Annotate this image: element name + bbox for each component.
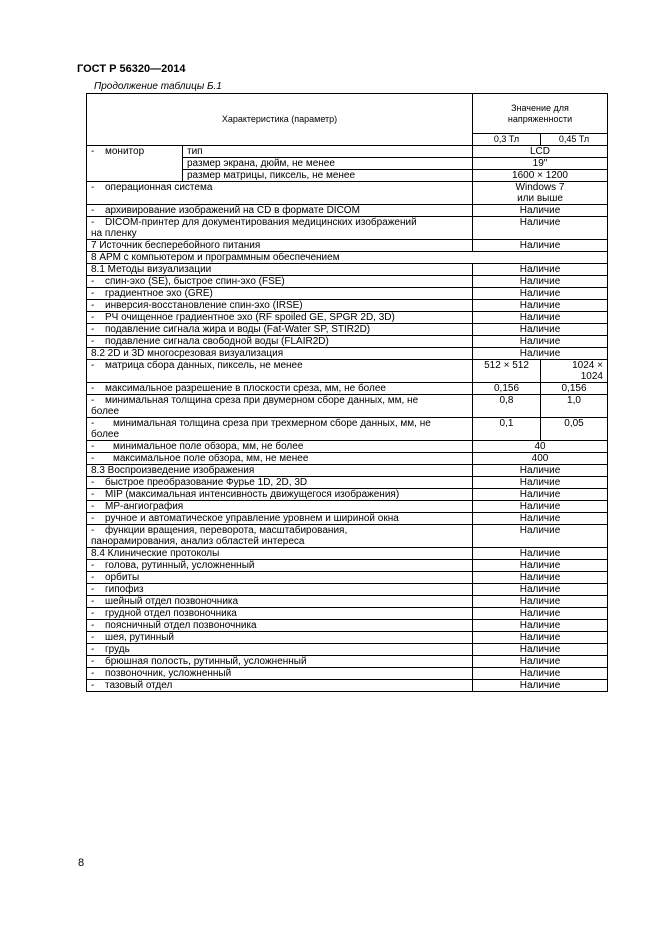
header-03T: 0,3 Тл: [473, 134, 541, 146]
row-value: Наличие: [473, 501, 608, 513]
table-row: [87, 360, 608, 383]
table-row: [87, 477, 608, 489]
row-value: Наличие: [473, 205, 608, 217]
section-heading: 8.1 Методы визуализации: [87, 264, 473, 276]
row-value-045T: 1024 × 1024: [541, 360, 608, 383]
row-value: Наличие: [473, 240, 608, 252]
spec-table: [86, 93, 608, 692]
row-value: Наличие: [473, 276, 608, 288]
row-value: 19": [473, 158, 608, 170]
row-value-03T: 0,1: [473, 418, 541, 441]
table-row: [87, 324, 608, 336]
row-value: Наличие: [473, 312, 608, 324]
row-label: - брюшная полость, рутинный, усложненный: [87, 656, 473, 668]
table-row: [87, 560, 608, 572]
row-value: Наличие: [473, 560, 608, 572]
row-value: Windows 7 или выше: [473, 182, 608, 205]
table-row: [87, 348, 608, 360]
table-row: [87, 548, 608, 560]
table-row: [87, 572, 608, 584]
row-value: Наличие: [473, 584, 608, 596]
table-continuation-caption: Продолжение таблицы Б.1: [94, 81, 222, 92]
row-label: - матрица сбора данных, пиксель, не менее: [87, 360, 473, 383]
table-row: [87, 395, 608, 418]
row-label: - спин-эхо (SE), быстрое спин-эхо (FSE): [87, 276, 473, 288]
table-row: [87, 205, 608, 217]
row-value: Наличие: [473, 644, 608, 656]
row-label: - архивирование изображений на CD в формате DICOM: [87, 205, 473, 217]
row-value-03T: 512 × 512: [473, 360, 541, 383]
document-standard-title: ГОСТ Р 56320—2014: [77, 63, 186, 75]
row-label: - поясничный отдел позвоночника: [87, 620, 473, 632]
row-label: - MIP (максимальная интенсивность движущегося изображения): [87, 489, 473, 501]
row-value: Наличие: [473, 348, 608, 360]
table-row: [87, 513, 608, 525]
table-row: [87, 240, 608, 252]
table-row: [87, 252, 608, 264]
table-row: [87, 264, 608, 276]
table-row: [87, 418, 608, 441]
table-row: [87, 644, 608, 656]
table-row: [87, 465, 608, 477]
row-value: Наличие: [473, 465, 608, 477]
row-label: - шейный отдел позвоночника: [87, 596, 473, 608]
table-row: [87, 453, 608, 465]
row-value: Наличие: [473, 596, 608, 608]
table-row: [87, 288, 608, 300]
row-value: Наличие: [473, 608, 608, 620]
row-label: - позвоночник, усложненный: [87, 668, 473, 680]
table-row: [87, 656, 608, 668]
row-label: - тазовый отдел: [87, 680, 473, 692]
row-value: Наличие: [473, 656, 608, 668]
row-value: Наличие: [473, 477, 608, 489]
section-heading: 8.3 Воспроизведение изображения: [87, 465, 473, 477]
row-label: - голова, рутинный, усложненный: [87, 560, 473, 572]
row-value: Наличие: [473, 489, 608, 501]
table-row: [87, 441, 608, 453]
row-value: Наличие: [473, 300, 608, 312]
table-row: [87, 680, 608, 692]
row-value: 1600 × 1200: [473, 170, 608, 182]
table-row: [87, 668, 608, 680]
row-label: размер экрана, дюйм, не менее: [183, 158, 473, 170]
section-heading: 8 АРМ с компьютером и программным обеспечением: [87, 252, 608, 264]
row-value: Наличие: [473, 336, 608, 348]
row-label: - грудной отдел позвоночника: [87, 608, 473, 620]
row-value-045T: 0,05: [541, 418, 608, 441]
row-label: - подавление сигнала свободной воды (FLAIR2D): [87, 336, 473, 348]
row-label: - гипофиз: [87, 584, 473, 596]
row-value: LCD: [473, 146, 608, 158]
row-label: - быстрое преобразование Фурье 1D, 2D, 3D: [87, 477, 473, 489]
table-row: [87, 276, 608, 288]
table-row: [87, 501, 608, 513]
row-value: Наличие: [473, 668, 608, 680]
row-value: 40: [473, 441, 608, 453]
row-label: - РЧ очищенное градиентное эхо (RF spoiled GE, SPGR 2D, 3D): [87, 312, 473, 324]
table-row: [87, 584, 608, 596]
table-header-row: [87, 94, 608, 134]
header-parameter: Характеристика (параметр): [87, 94, 473, 146]
row-value: Наличие: [473, 324, 608, 336]
row-label: - максимальное поле обзора, мм, не менее: [87, 453, 473, 465]
row-label: - минимальная толщина среза при трехмерном сборе данных, мм, не более: [87, 418, 473, 441]
row-value: Наличие: [473, 264, 608, 276]
row-label: - функции вращения, переворота, масштабирования, панорамирования, анализ областей интереса: [87, 525, 473, 548]
table-row: [87, 620, 608, 632]
table-row: [87, 217, 608, 240]
row-label: - МР-ангиография: [87, 501, 473, 513]
row-label: - инверсия-восстановление спин-эхо (IRSE): [87, 300, 473, 312]
row-label: - ручное и автоматическое управление уровнем и шириной окна: [87, 513, 473, 525]
table-row: [87, 336, 608, 348]
row-value: Наличие: [473, 572, 608, 584]
table-row: [87, 146, 608, 158]
row-label: - грудь: [87, 644, 473, 656]
row-value: Наличие: [473, 217, 608, 240]
table-row: [87, 300, 608, 312]
row-value: 400: [473, 453, 608, 465]
table-row: [87, 525, 608, 548]
row-label: - орбиты: [87, 572, 473, 584]
row-label: - минимальная толщина среза при двумерном сборе данных, мм, не более: [87, 395, 473, 418]
table-row: [87, 182, 608, 205]
row-value: Наличие: [473, 525, 608, 548]
section-heading: 8.2 2D и 3D многосрезовая визуализация: [87, 348, 473, 360]
header-value: Значение для напряженности: [473, 94, 608, 134]
row-value: Наличие: [473, 632, 608, 644]
row-label: - подавление сигнала жира и воды (Fat-Water SP, STIR2D): [87, 324, 473, 336]
row-label: - минимальное поле обзора, мм, не более: [87, 441, 473, 453]
row-value-045T: 0,156: [541, 383, 608, 395]
row-value-045T: 1,0: [541, 395, 608, 418]
row-label: - DICOM-принтер для документирования медицинских изображений на пленку: [87, 217, 473, 240]
page-number: 8: [78, 857, 85, 869]
row-value-03T: 0,8: [473, 395, 541, 418]
header-045T: 0,45 Тл: [541, 134, 608, 146]
row-label: размер матрицы, пиксель, не менее: [183, 170, 473, 182]
table-row: [87, 489, 608, 501]
row-value: Наличие: [473, 513, 608, 525]
row-label: - градиентное эхо (GRE): [87, 288, 473, 300]
row-label: - максимальное разрешение в плоскости среза, мм, не более: [87, 383, 473, 395]
table-row: [87, 596, 608, 608]
table-row: [87, 608, 608, 620]
table-row: [87, 383, 608, 395]
row-value: Наличие: [473, 288, 608, 300]
table-row: [87, 632, 608, 644]
row-value-03T: 0,156: [473, 383, 541, 395]
row-label: тип: [183, 146, 473, 158]
row-label: - монитор: [87, 146, 183, 182]
row-label: 7 Источник бесперебойного питания: [87, 240, 473, 252]
section-heading: 8.4 Клинические протоколы: [87, 548, 473, 560]
table-row: [87, 312, 608, 324]
row-label: - шея, рутинный: [87, 632, 473, 644]
row-label: - операционная система: [87, 182, 473, 205]
row-value: Наличие: [473, 620, 608, 632]
row-value: Наличие: [473, 680, 608, 692]
row-value: Наличие: [473, 548, 608, 560]
